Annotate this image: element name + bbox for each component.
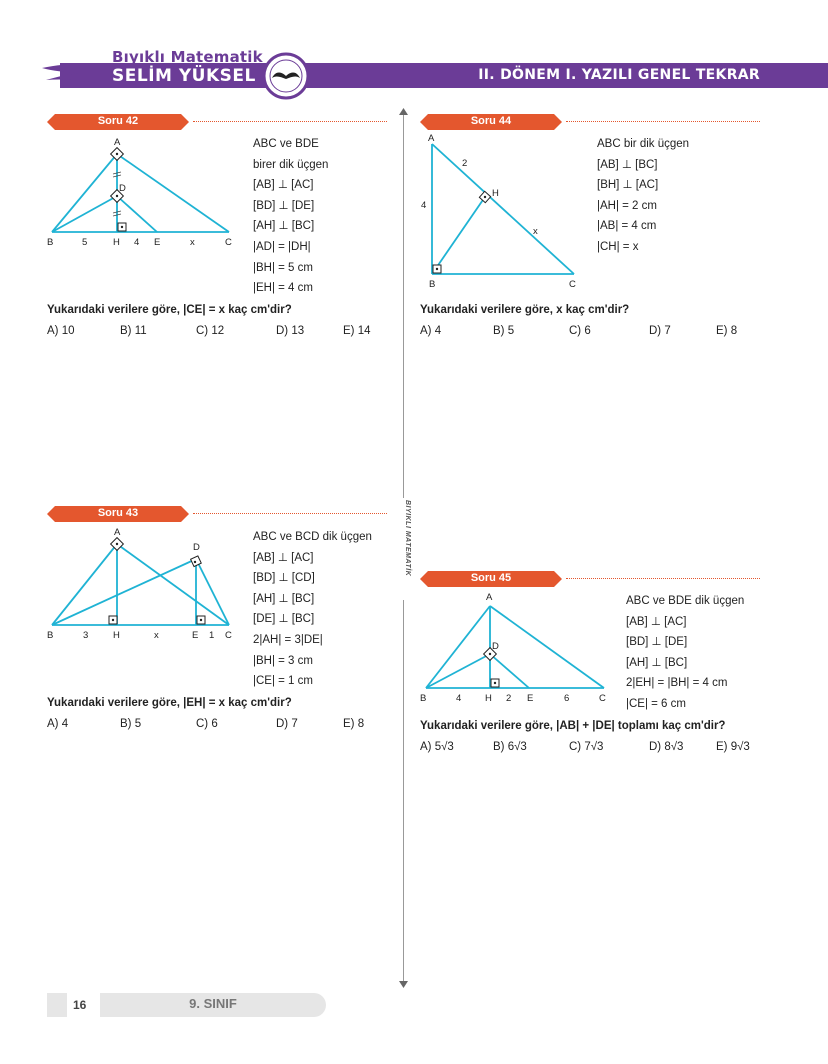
vertex-label: D bbox=[492, 641, 499, 652]
page-header-title: II. DÖNEM I. YAZILI GENEL TEKRAR bbox=[478, 67, 760, 83]
question-label: Soru 45 bbox=[470, 572, 512, 584]
option-b[interactable]: B) 5 bbox=[120, 718, 142, 730]
question-banner-42 bbox=[47, 114, 387, 130]
option-a[interactable]: A) 5√3 bbox=[420, 741, 454, 753]
option-b[interactable]: B) 6√3 bbox=[493, 741, 527, 753]
vertex-label: A bbox=[486, 592, 493, 603]
segment-label: 2 bbox=[506, 693, 512, 704]
vertex-label: C bbox=[599, 693, 606, 704]
option-c[interactable]: C) 7√3 bbox=[569, 741, 604, 753]
vertex-label: E bbox=[192, 630, 199, 641]
option-a[interactable]: A) 4 bbox=[47, 718, 69, 730]
brand-subtitle: Bıyıklı Matematik bbox=[112, 48, 263, 66]
segment-label: x bbox=[190, 237, 195, 248]
vertex-label: C bbox=[225, 630, 232, 641]
vertex-label: H bbox=[113, 630, 120, 641]
options-q43 bbox=[47, 718, 387, 734]
vertex-label: D bbox=[119, 183, 126, 194]
option-b[interactable]: B) 11 bbox=[120, 325, 147, 337]
option-a[interactable]: A) 4 bbox=[420, 325, 442, 337]
question-label: Soru 43 bbox=[97, 507, 139, 519]
divider-watermark-text: BIYIKLI MATEMATİK bbox=[404, 500, 411, 577]
option-c[interactable]: C) 6 bbox=[196, 718, 218, 730]
vertex-label: H bbox=[485, 693, 492, 704]
vertex-label: B bbox=[420, 693, 427, 704]
vertex-label: B bbox=[47, 237, 54, 248]
mustache-logo-icon bbox=[262, 52, 310, 100]
vertex-label: H bbox=[492, 188, 499, 199]
option-e[interactable]: E) 8 bbox=[343, 718, 365, 730]
given-list-q45: ABC ve BDE dik üçgen [AB] ⊥ [AC] [BD] ⊥ [DE] [AH] ⊥ [BC] 2|EH| = |BH| = 4 cm |CE| = 6 cm bbox=[626, 595, 745, 710]
vertex-label: C bbox=[225, 237, 232, 248]
vertex-label: H bbox=[113, 237, 120, 248]
vertex-label: A bbox=[428, 133, 435, 144]
option-c[interactable]: C) 6 bbox=[569, 325, 591, 337]
segment-label: 4 bbox=[421, 200, 427, 211]
footer-page-box bbox=[47, 993, 67, 1017]
option-d[interactable]: D) 13 bbox=[276, 325, 305, 337]
segment-label: 2 bbox=[462, 158, 468, 169]
segment-label: 5 bbox=[82, 237, 88, 248]
vertex-label: A bbox=[114, 527, 121, 538]
question-banner-44 bbox=[420, 114, 760, 130]
question-text-q44: Yukarıdaki verilere göre, x kaç cm'dir? bbox=[420, 304, 630, 316]
segment-label: 1 bbox=[209, 630, 215, 641]
divider-arrow-down-icon bbox=[398, 980, 409, 988]
grade-label: 9. SINIF bbox=[189, 996, 237, 1011]
vertex-label: B bbox=[47, 630, 54, 641]
option-e[interactable]: E) 8 bbox=[716, 325, 738, 337]
figure-q42 bbox=[44, 136, 240, 248]
options-q42 bbox=[47, 325, 387, 341]
vertex-label: A bbox=[114, 137, 121, 148]
question-banner-43 bbox=[47, 506, 387, 522]
question-label: Soru 44 bbox=[470, 115, 512, 127]
segment-label: x bbox=[154, 630, 159, 641]
option-b[interactable]: B) 5 bbox=[493, 325, 515, 337]
brand-name: SELİM YÜKSEL bbox=[112, 66, 256, 86]
given-list-q42: ABC ve BDE birer dik üçgen [AB] ⊥ [AC] [BD] ⊥ [DE] [AH] ⊥ [BC] |AD| = |DH| |BH| = 5 cm |EH| = 4 cm bbox=[253, 138, 329, 295]
divider-arrow-up-icon bbox=[398, 108, 409, 116]
question-text-q45: Yukarıdaki verilere göre, |AB| + |DE| toplamı kaç cm'dir? bbox=[420, 720, 726, 732]
segment-label: 4 bbox=[134, 237, 140, 248]
vertex-label: D bbox=[193, 542, 200, 553]
segment-label: 4 bbox=[456, 693, 462, 704]
page-number: 16 bbox=[73, 998, 87, 1012]
option-d[interactable]: D) 8√3 bbox=[649, 741, 684, 753]
question-banner-45 bbox=[420, 571, 760, 587]
swoosh-decoration bbox=[40, 58, 120, 92]
question-text-q42: Yukarıdaki verilere göre, |CE| = x kaç cm'dir? bbox=[47, 304, 292, 316]
segment-label: 3 bbox=[83, 630, 89, 641]
segment-label: x bbox=[533, 226, 538, 237]
vertex-label: E bbox=[527, 693, 534, 704]
option-c[interactable]: C) 12 bbox=[196, 325, 225, 337]
vertex-label: C bbox=[569, 279, 576, 290]
figure-q44 bbox=[418, 132, 584, 290]
option-d[interactable]: D) 7 bbox=[649, 325, 671, 337]
option-e[interactable]: E) 14 bbox=[343, 325, 371, 337]
option-d[interactable]: D) 7 bbox=[276, 718, 298, 730]
question-text-q43: Yukarıdaki verilere göre, |EH| = x kaç cm'dir? bbox=[47, 697, 292, 709]
segment-label: 6 bbox=[564, 693, 570, 704]
figure-q45 bbox=[418, 590, 614, 706]
question-label: Soru 42 bbox=[97, 115, 139, 127]
given-list-q44: ABC bir dik üçgen [AB] ⊥ [BC] [BH] ⊥ [AC] |AH| = 2 cm |AB| = 4 cm |CH| = x bbox=[597, 138, 690, 253]
given-list-q43: ABC ve BCD dik üçgen [AB] ⊥ [AC] [BD] ⊥ [CD] [AH] ⊥ [BC] [DE] ⊥ [BC] 2|AH| = 3|DE| |BH| = 3 cm |CE| = 1 cm bbox=[253, 531, 372, 688]
figure-q43 bbox=[44, 526, 244, 642]
vertex-label: E bbox=[154, 237, 161, 248]
option-a[interactable]: A) 10 bbox=[47, 325, 75, 337]
vertex-label: B bbox=[429, 279, 436, 290]
options-q45 bbox=[420, 741, 760, 757]
options-q44 bbox=[420, 325, 760, 341]
option-e[interactable]: E) 9√3 bbox=[716, 741, 750, 753]
